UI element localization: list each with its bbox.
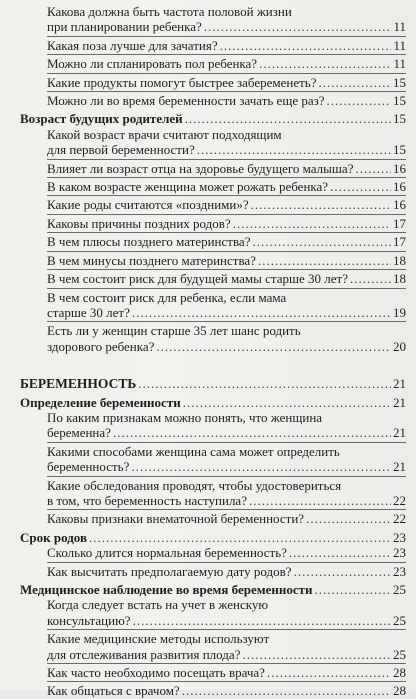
toc-page-number: 23 bbox=[393, 563, 406, 579]
toc-entry-text: Какими способами женщина сама может определить bbox=[47, 443, 340, 459]
toc-entry-line bbox=[47, 142, 406, 157]
toc-separator bbox=[47, 269, 406, 270]
toc-entry-line bbox=[47, 545, 406, 560]
toc-leader-dots bbox=[249, 493, 391, 508]
toc-leader-dots bbox=[133, 613, 391, 628]
toc-entry-text: консультацию? bbox=[47, 612, 131, 628]
toc-separator bbox=[47, 509, 406, 510]
toc-page-number: 22 bbox=[393, 511, 406, 527]
toc-entry-line bbox=[47, 234, 406, 249]
toc-leader-dots bbox=[233, 216, 391, 231]
toc-page-number: 21 bbox=[393, 459, 406, 475]
toc-separator bbox=[47, 54, 406, 55]
toc-entry bbox=[0, 161, 416, 176]
toc-page-number: 23 bbox=[393, 529, 406, 545]
toc-separator bbox=[47, 442, 406, 443]
toc-page-number: 15 bbox=[393, 111, 406, 127]
toc-leader-dots bbox=[220, 38, 392, 53]
toc-leader-dots bbox=[89, 530, 391, 545]
toc-entry bbox=[0, 234, 416, 249]
toc-entry-line bbox=[47, 683, 406, 698]
toc-entry-text: старше 30 лет? bbox=[47, 304, 130, 320]
toc-entry-text: Можно ли спланировать пол ребенка? bbox=[47, 56, 258, 72]
toc-page-number: 16 bbox=[393, 197, 406, 213]
toc-page-number: 25 bbox=[393, 646, 406, 662]
toc-leader-dots bbox=[132, 305, 391, 320]
toc-page-number: 18 bbox=[393, 271, 406, 287]
toc-entry-line bbox=[47, 425, 406, 440]
toc-part-heading bbox=[0, 376, 416, 391]
toc-leader-dots bbox=[242, 647, 391, 662]
toc-entry bbox=[0, 564, 416, 579]
toc-entry-line bbox=[20, 111, 406, 126]
toc-entry-line bbox=[47, 305, 406, 320]
toc-page-number: 25 bbox=[393, 582, 406, 597]
toc-entry bbox=[0, 631, 416, 662]
toc-separator bbox=[47, 288, 406, 289]
toc-leader-dots bbox=[204, 19, 392, 34]
toc-entry-text: Как высчитать предполагаемую дату родов? bbox=[47, 563, 292, 579]
toc-leader-dots bbox=[138, 376, 391, 391]
toc-entry bbox=[0, 665, 416, 680]
toc-entry-line bbox=[47, 56, 406, 71]
toc-entry-line bbox=[47, 459, 406, 474]
toc-entry-text: Сколько длится нормальная беременность? bbox=[47, 545, 287, 561]
toc-entry bbox=[0, 683, 416, 698]
toc-leader-dots bbox=[251, 197, 391, 212]
toc-entry-text: Какие медицинские методы используют bbox=[47, 631, 270, 647]
toc-entry-line bbox=[47, 271, 406, 286]
toc-leader-dots bbox=[259, 56, 391, 71]
toc-page-number: 20 bbox=[393, 338, 406, 354]
toc-entry-text: здорового ребенка? bbox=[47, 338, 155, 354]
toc-entry bbox=[0, 216, 416, 231]
toc-entry-text: По каким признакам можно понять, что женщина bbox=[47, 409, 323, 425]
toc-page-number: 18 bbox=[393, 252, 406, 268]
table-of-contents bbox=[0, 4, 416, 699]
toc-separator bbox=[47, 629, 406, 630]
toc-entry-text: Срок родов bbox=[20, 529, 87, 545]
toc-leader-dots bbox=[327, 93, 391, 108]
toc-entry-text: беременность? bbox=[47, 459, 130, 475]
toc-entry-line bbox=[47, 511, 406, 526]
toc-entry-line bbox=[47, 197, 406, 212]
toc-leader-dots bbox=[319, 75, 391, 90]
toc-entry-text: Возраст будущих родителей bbox=[20, 111, 183, 127]
toc-entry-text: В чем минусы позднего материнства? bbox=[47, 252, 256, 268]
toc-entry bbox=[0, 75, 416, 90]
toc-leader-dots bbox=[252, 234, 391, 249]
toc-entry bbox=[0, 4, 416, 35]
toc-entry-text: Влияет ли возраст отца на здоровье будущего малыша? bbox=[47, 160, 354, 176]
toc-separator bbox=[47, 251, 406, 252]
toc-entry-text: Какие обследования проводят, чтобы удостовериться bbox=[47, 477, 342, 493]
toc-entry-line bbox=[47, 179, 406, 194]
toc-page-number: 21 bbox=[393, 394, 406, 410]
toc-entry-line bbox=[47, 613, 406, 628]
toc-page-number: 21 bbox=[393, 376, 406, 392]
toc-page-number: 15 bbox=[393, 93, 406, 109]
toc-entry-line bbox=[47, 647, 406, 662]
toc-entry-text: Можно ли во время беременности зачать еще раз? bbox=[47, 93, 325, 109]
toc-separator bbox=[47, 214, 406, 215]
toc-entry bbox=[0, 444, 416, 475]
toc-page-number: 22 bbox=[393, 492, 406, 508]
toc-leader-dots bbox=[182, 683, 391, 698]
toc-leader-dots bbox=[113, 425, 391, 440]
toc-leader-dots bbox=[267, 665, 391, 680]
toc-entry-line bbox=[20, 395, 406, 410]
toc-page-number: 17 bbox=[393, 215, 406, 231]
toc-entry-line bbox=[47, 564, 406, 579]
toc-entry bbox=[0, 179, 416, 194]
toc-entry-text: Как часто необходимо посещать врача? bbox=[47, 665, 265, 681]
toc-entry-text: для первой беременности? bbox=[47, 142, 195, 158]
toc-entry-line bbox=[47, 75, 406, 90]
toc-entry bbox=[0, 271, 416, 286]
toc-leader-dots bbox=[330, 179, 391, 194]
toc-separator bbox=[47, 36, 406, 37]
toc-entry-text: БЕРЕМЕННОСТЬ bbox=[20, 376, 137, 392]
toc-entry-line bbox=[47, 493, 406, 508]
toc-page-number: 23 bbox=[393, 545, 406, 561]
toc-entry-text: Есть ли у женщин старше 35 лет шанс родить bbox=[47, 323, 301, 339]
toc-entry-line bbox=[20, 376, 406, 391]
toc-leader-dots bbox=[156, 339, 391, 354]
toc-entry-line bbox=[47, 93, 406, 108]
toc-separator bbox=[47, 91, 406, 92]
toc-page-number: 21 bbox=[393, 425, 406, 441]
toc-section-heading bbox=[0, 111, 416, 126]
toc-separator bbox=[47, 177, 406, 178]
toc-entry-text: при планировании ребенка? bbox=[47, 19, 202, 35]
toc-entry-text: Определение беременности bbox=[20, 394, 181, 410]
toc-entry bbox=[0, 38, 416, 53]
toc-entry-line bbox=[47, 19, 406, 34]
toc-entry-line bbox=[20, 582, 406, 597]
toc-separator bbox=[47, 321, 406, 322]
toc-separator bbox=[47, 476, 406, 477]
toc-entry-text: В чем состоит риск для будущей мамы старше 30 лет? bbox=[47, 271, 348, 287]
toc-page-number: 11 bbox=[393, 56, 406, 72]
toc-entry-text: Какие роды считаются «поздними»? bbox=[47, 197, 249, 213]
toc-entry bbox=[0, 56, 416, 71]
toc-leader-dots bbox=[131, 459, 391, 474]
toc-entry bbox=[0, 410, 416, 441]
toc-leader-dots bbox=[197, 142, 391, 157]
toc-entry-line bbox=[47, 38, 406, 53]
toc-separator bbox=[47, 195, 406, 196]
toc-entry bbox=[0, 478, 416, 509]
toc-entry bbox=[0, 545, 416, 560]
toc-entry-text: В каком возрасте женщина может рожать ребенка? bbox=[47, 179, 329, 195]
toc-entry-text: Каковы признаки внематочной беременности? bbox=[47, 511, 305, 527]
toc-page-number: 15 bbox=[393, 142, 406, 158]
toc-entry-line bbox=[47, 253, 406, 268]
toc-leader-dots bbox=[289, 545, 391, 560]
toc-page-number: 15 bbox=[393, 74, 406, 90]
toc-entry-line bbox=[20, 530, 406, 545]
toc-entry-text: Какой возраст врачи считают подходящим bbox=[47, 126, 282, 142]
toc-leader-dots bbox=[315, 582, 391, 597]
toc-entry-line bbox=[47, 216, 406, 231]
toc-page-number: 28 bbox=[393, 665, 406, 681]
toc-section-heading bbox=[0, 582, 416, 597]
toc-separator bbox=[47, 232, 406, 233]
toc-entry bbox=[0, 597, 416, 628]
toc-separator bbox=[47, 681, 406, 682]
toc-entry-text: В чем плюсы позднего материнства? bbox=[47, 234, 251, 250]
toc-entry-text: Как общаться с врачом? bbox=[47, 683, 180, 699]
toc-page-number: 16 bbox=[393, 179, 406, 195]
toc-separator bbox=[47, 73, 406, 74]
toc-entry bbox=[0, 511, 416, 526]
toc-entry bbox=[0, 127, 416, 158]
toc-entry-text: Когда следует встать на учет в женскую bbox=[47, 597, 269, 613]
toc-leader-dots bbox=[294, 564, 391, 579]
toc-entry-text: в том, что беременность наступила? bbox=[47, 492, 247, 508]
toc-separator bbox=[47, 562, 406, 563]
toc-entry-text: Медицинское наблюдение во время беременности bbox=[20, 582, 313, 597]
toc-entry bbox=[0, 197, 416, 212]
toc-entry-line bbox=[47, 161, 406, 176]
toc-entry-line bbox=[47, 339, 406, 354]
toc-leader-dots bbox=[350, 271, 391, 286]
toc-entry-text: Каковы причины поздних родов? bbox=[47, 215, 231, 231]
toc-page-number: 19 bbox=[393, 304, 406, 320]
toc-leader-dots bbox=[258, 253, 391, 268]
toc-page-number: 17 bbox=[393, 234, 406, 250]
toc-entry-text: Какая поза лучше для зачатия? bbox=[47, 37, 218, 53]
toc-leader-dots bbox=[183, 395, 391, 410]
toc-entry bbox=[0, 93, 416, 108]
toc-entry bbox=[0, 290, 416, 321]
toc-entry bbox=[0, 323, 416, 354]
toc-entry-text: В чем состоит риск для ребенка, если мама bbox=[47, 289, 287, 305]
toc-leader-dots bbox=[355, 161, 391, 176]
toc-page-number: 16 bbox=[393, 160, 406, 176]
toc-page-number: 11 bbox=[393, 37, 406, 53]
toc-page-number: 28 bbox=[393, 683, 406, 699]
toc-leader-dots bbox=[306, 511, 391, 526]
toc-page-number: 25 bbox=[393, 612, 406, 628]
toc-entry bbox=[0, 253, 416, 268]
toc-entry-line bbox=[47, 665, 406, 680]
toc-separator bbox=[47, 663, 406, 664]
toc-section-heading bbox=[0, 395, 416, 410]
toc-separator bbox=[47, 159, 406, 160]
toc-section-heading bbox=[0, 530, 416, 545]
toc-page-number: 11 bbox=[393, 19, 406, 35]
toc-entry-text: Какова должна быть частота половой жизни bbox=[47, 4, 292, 19]
toc-leader-dots bbox=[185, 111, 391, 126]
toc-entry-text: беременна? bbox=[47, 425, 111, 441]
toc-entry-text: для отслеживания развития плода? bbox=[47, 646, 241, 662]
toc-entry-text: Какие продукты помогут быстрее забеременеть? bbox=[47, 74, 317, 90]
